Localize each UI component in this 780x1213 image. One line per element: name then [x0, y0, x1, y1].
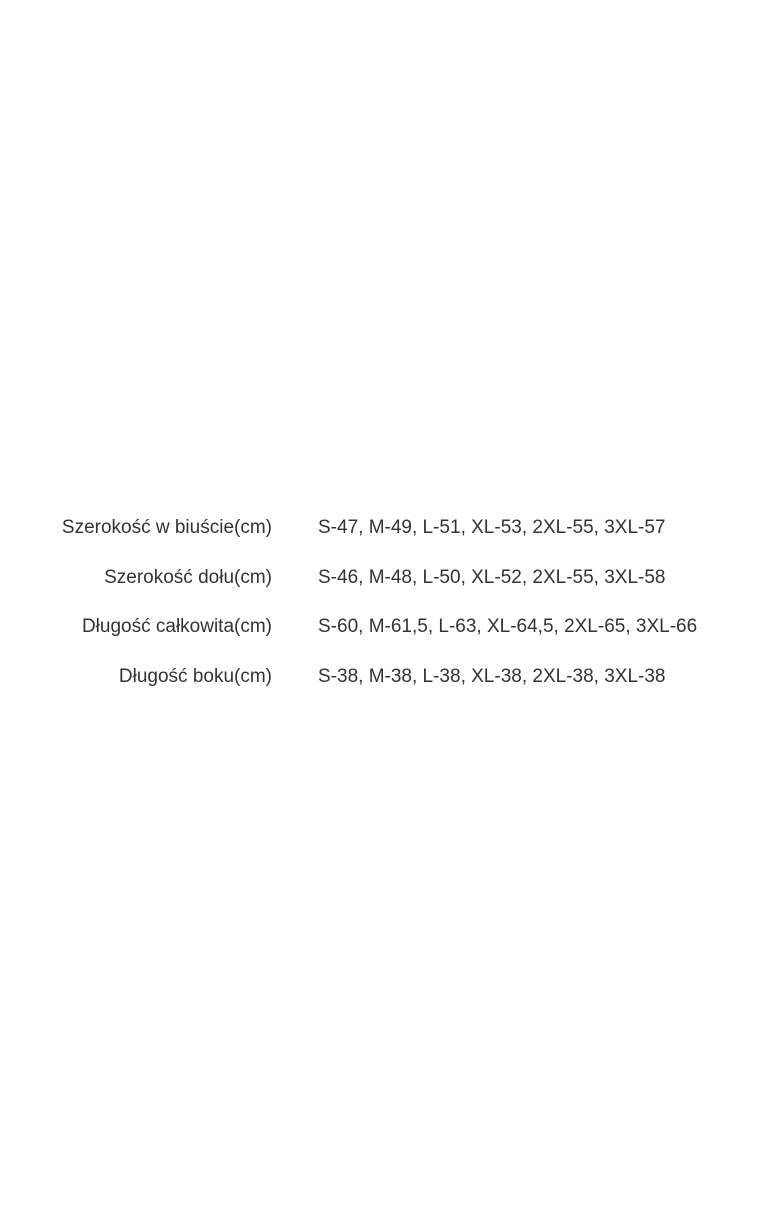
size-table — [0, 512, 780, 710]
row-values: S-38, M-38, L-38, XL-38, 2XL-38, 3XL-38 — [318, 665, 666, 687]
row-values: S-46, M-48, L-50, XL-52, 2XL-55, 3XL-58 — [318, 566, 666, 588]
size-row-bottom-width — [0, 562, 780, 612]
row-values: S-47, M-49, L-51, XL-53, 2XL-55, 3XL-57 — [318, 517, 666, 538]
size-row-bust-width — [0, 512, 780, 562]
row-values: S-60, M-61,5, L-63, XL-64,5, 2XL-65, 3XL-66 — [318, 616, 698, 637]
size-row-total-length — [0, 611, 780, 661]
row-label: Długość boku(cm) — [118, 665, 272, 687]
size-row-side-length — [0, 661, 780, 711]
row-label: Długość całkowita(cm) — [81, 616, 272, 637]
row-label: Szerokość dołu(cm) — [104, 566, 272, 588]
row-label: Szerokość w biuście(cm) — [61, 517, 272, 538]
